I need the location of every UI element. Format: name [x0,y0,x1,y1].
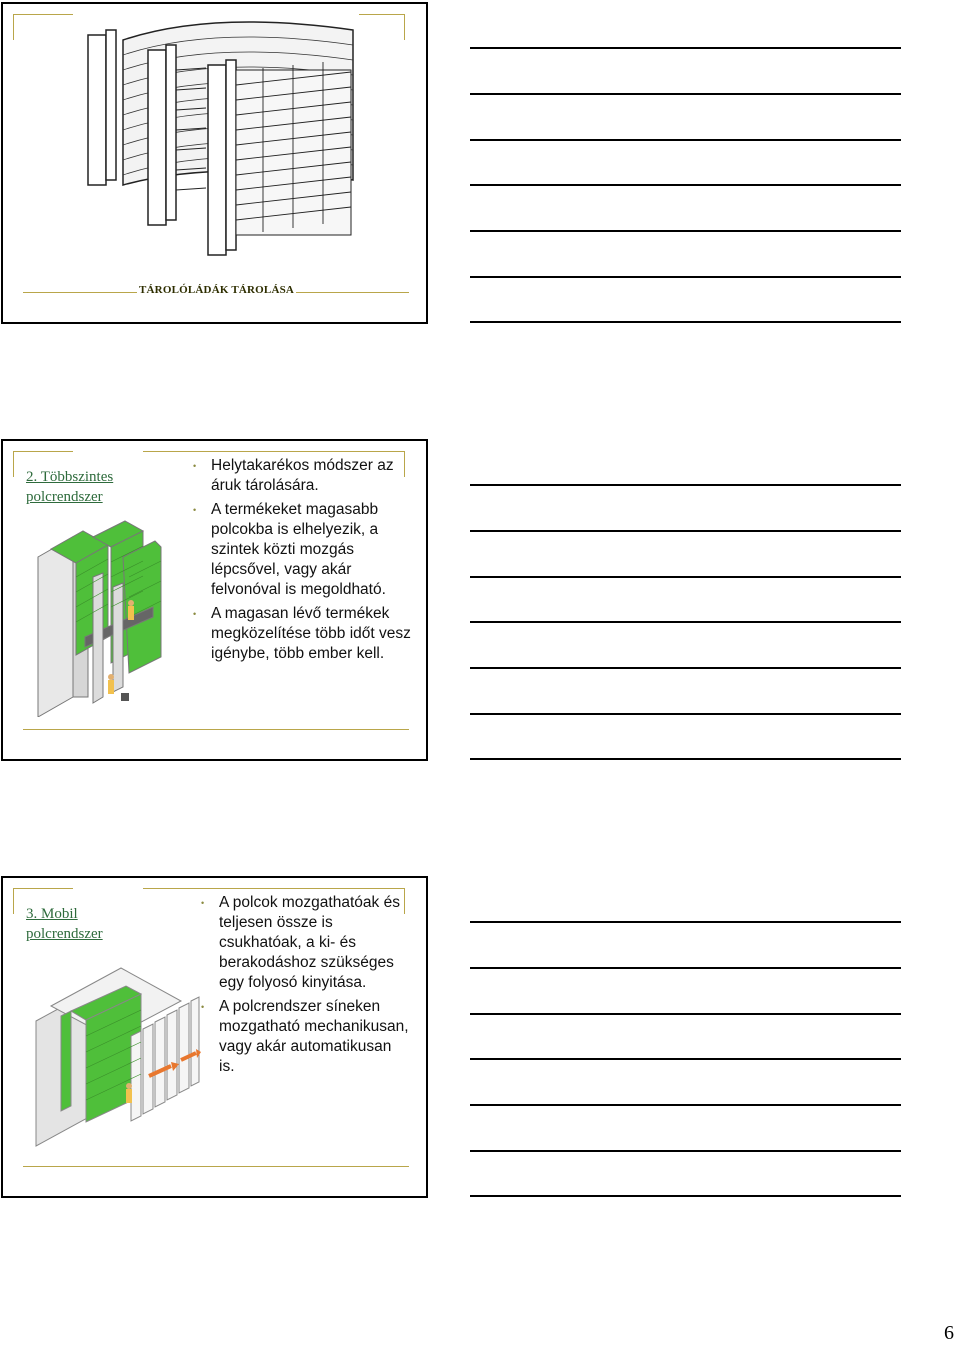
note-line [470,967,901,969]
note-line [470,484,901,486]
corner-tick [13,14,14,40]
note-line [470,1104,901,1106]
note-line [470,921,901,923]
bullet-item: • Helytakarékos módszer az áruk tárolására. [191,456,411,496]
bullet-item: • A polcok mozgathatóak és teljesen össze is csukhatóak, a ki- és berakodáshoz szükséges egy folyosó kinyitása. [199,893,409,993]
note-line [470,713,901,715]
corner-line [143,888,405,889]
slide-title: 3. Mobil polcrendszer [26,906,103,942]
note-line [470,184,901,186]
note-line [470,139,901,141]
note-line [470,1013,901,1015]
corner-tick [13,888,14,914]
note-line [470,758,901,760]
slide-3 [1,876,428,1198]
corner-line [13,888,73,889]
note-line [470,47,901,49]
note-line [470,530,901,532]
corner-line [13,451,73,452]
note-line [470,667,901,669]
note-line [470,1058,901,1060]
multi-level-shelving-with-workers [33,517,163,717]
note-line [470,93,901,95]
note-line [470,1150,901,1152]
page-number: 6 [944,1322,954,1344]
note-line [470,321,901,323]
slide-caption: TÁROLÓLÁDÁK TÁROLÁSA [139,284,295,296]
corner-line [359,14,405,15]
corner-tick [13,451,14,477]
bullet-item: • A termékeket magasabb polcokba is elhelyezik, a szintek közti mozgás lépcsővel, vagy akár felvonóval is megoldható. [191,500,411,600]
bullet-item: • A magasan lévő termékek megközelítése több időt vesz igénybe, több ember kell. [191,604,411,664]
bullet-item: • A polcrendszer síneken mozgatható mechanikusan, vagy akár automatikusan is. [199,997,409,1077]
note-line [470,621,901,623]
slide-2 [1,439,428,761]
slide-title: 2. Többszintes polcrendszer [26,469,114,505]
mobile-shelving-illustration [31,966,201,1156]
footer-rule [23,1166,409,1167]
footer-rule [23,729,409,730]
corner-line [143,451,405,452]
note-line [470,230,901,232]
multi-level-shelving-illustration [63,10,363,260]
note-line [470,276,901,278]
note-line [470,576,901,578]
corner-tick [404,14,405,40]
bullet-list [199,893,409,1081]
slide-1 [1,2,428,324]
bullet-list [191,456,411,668]
note-line [470,1195,901,1197]
